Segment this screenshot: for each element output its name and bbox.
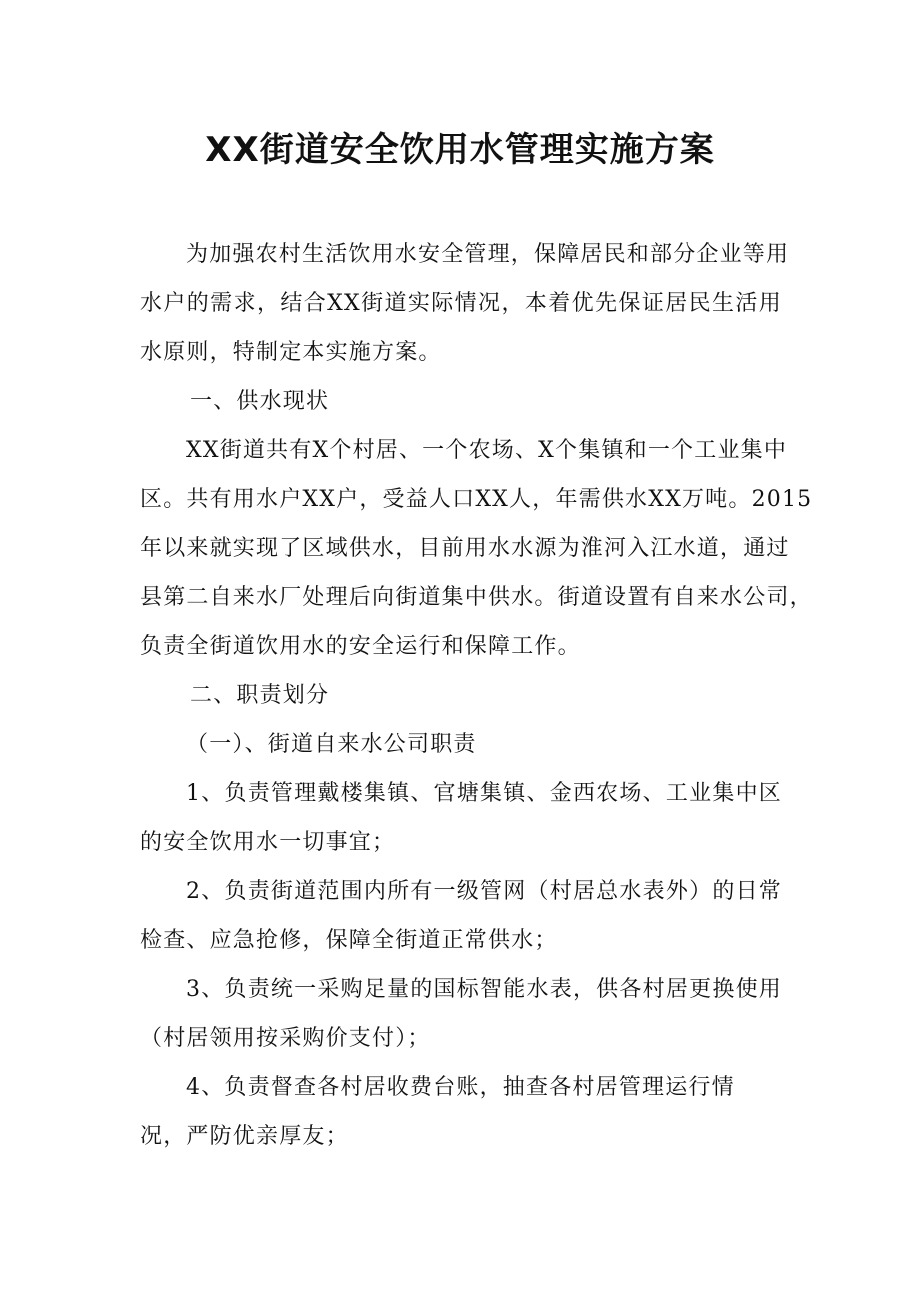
document-body (140, 230, 813, 1161)
paragraph-line: 县第二自来水厂处理后向街道集中供水。街道设置有自来水公司， (140, 585, 813, 610)
list-item-line: （村居领用按采购价支付）； (140, 1026, 431, 1051)
list-item-line: 的安全饮用水一切事宜； (140, 830, 396, 855)
paragraph-line: 水户的需求，结合XX街道实际情况，本着优先保证居民生活用 (140, 291, 782, 316)
document-title: XX街道安全饮用水管理实施方案 (205, 130, 715, 170)
paragraph-line: 年以来就实现了区域供水，目前用水水源为淮河入江水道，通过 (140, 536, 790, 561)
paragraph-line: 负责全街道饮用水的安全运行和保障工作。 (140, 634, 581, 659)
subsection-heading: （一）、街道自来水公司职责 (186, 732, 477, 757)
list-item-line: 况，严防优亲厚友； (140, 1124, 349, 1149)
list-item-line: 4、负责督查各村居收费台账，抽查各村居管理运行情 (186, 1075, 735, 1100)
list-item-line: 检查、应急抢修，保障全街道正常供水； (140, 928, 558, 953)
list-item-line: 2、负责街道范围内所有一级管网（村居总水表外）的日常 (186, 879, 782, 904)
section-heading: 一、供水现状 (190, 389, 330, 414)
section-heading: 二、职责划分 (190, 683, 330, 708)
list-item-line: 1、负责管理戴楼集镇、官塘集镇、金西农场、工业集中区 (186, 781, 782, 806)
paragraph-line: 水原则，特制定本实施方案。 (140, 340, 442, 365)
list-item-line: 3、负责统一采购足量的国标智能水表，供各村居更换使用 (186, 977, 782, 1002)
paragraph-line: 为加强农村生活饮用水安全管理，保障居民和部分企业等用 (186, 242, 790, 267)
paragraph-line: XX街道共有X个村居、一个农场、X个集镇和一个工业集中 (186, 438, 788, 463)
paragraph-line: 区。共有用水户XX户，受益人口XX人，年需供水XX万吨。2015 (140, 487, 813, 512)
